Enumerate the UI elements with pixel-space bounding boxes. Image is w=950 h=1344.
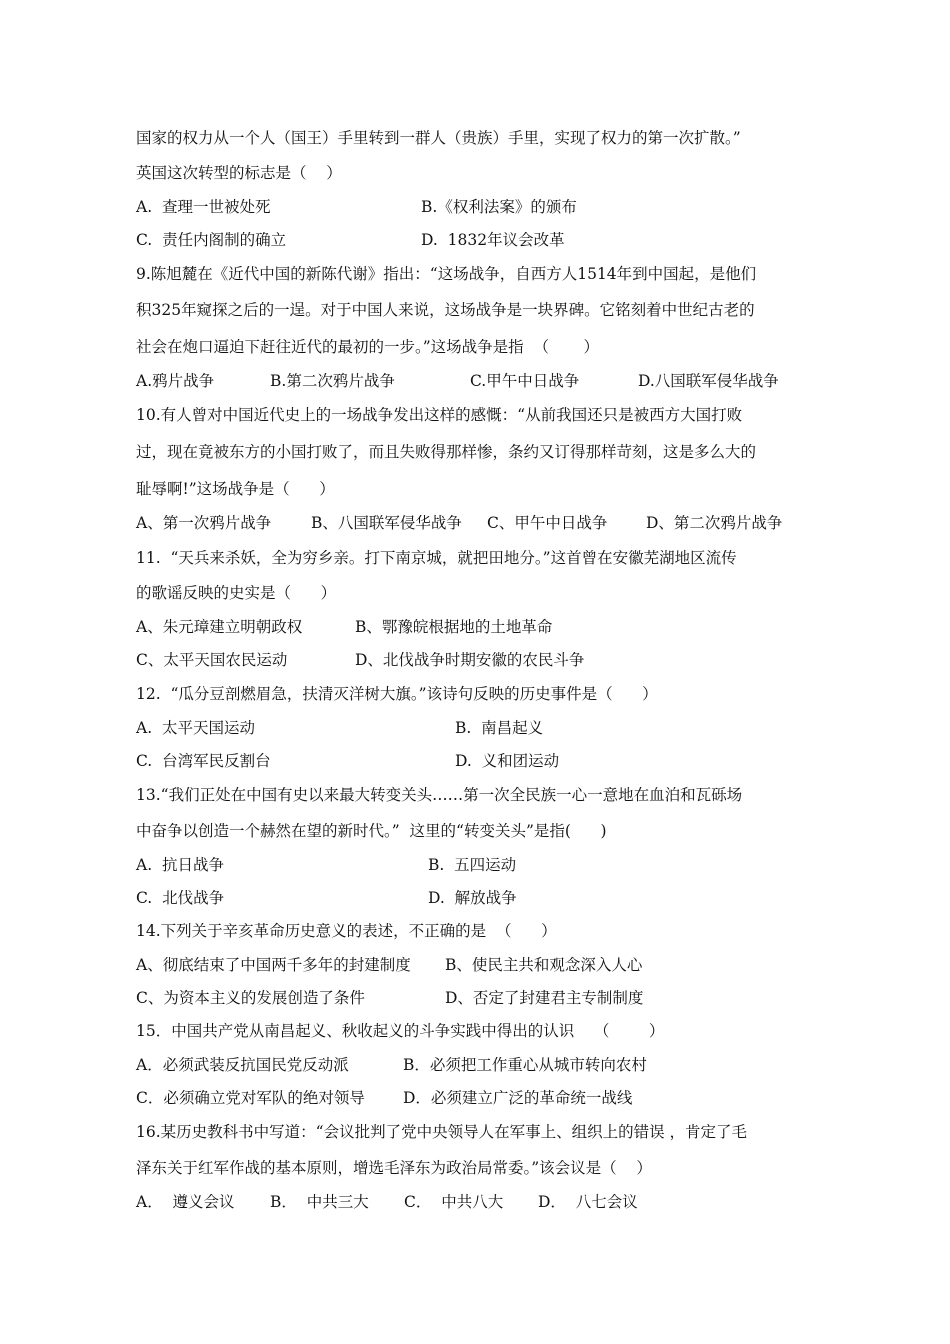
q8-option-d: D. 1832年议会改革: [421, 231, 565, 249]
q14-option-a: A、彻底结束了中国两千多年的封建制度: [136, 956, 411, 974]
q16-stem-line-1: 16.某历史教科书中写道：“会议批判了党中央领导人在军事上、组织上的错误 ，肯定了毛: [136, 1123, 748, 1141]
q13-stem-line-2: 中奋争以创造一个赫然在望的新时代。” 这里的“转变关头”是指( ): [136, 822, 607, 840]
q10-option-b: B、八国联军侵华战争: [311, 514, 462, 532]
q16-stem-line-2: 泽东关于红军作战的基本原则，增选毛泽东为政治局常委。”该会议是（ ）: [136, 1159, 652, 1177]
q10-option-a: A、第一次鸦片战争: [136, 514, 272, 532]
q9-stem-line-1: 9.陈旭麓在《近代中国的新陈代谢》指出：“这场战争，自西方人1514年到中国起，是他们: [136, 265, 757, 283]
q13-option-c: C. 北伐战争: [136, 889, 225, 907]
q13-option-b: B. 五四运动: [428, 856, 517, 874]
q8-stem-line-2: 英国这次转型的标志是（ ）: [136, 164, 342, 182]
q12-option-c: C. 台湾军民反割台: [136, 752, 271, 770]
q14-stem-line-1: 14.下列关于辛亥革命历史意义的表述，不正确的是 （ ）: [136, 922, 557, 940]
q14-option-d: D、否定了封建君主专制制度: [445, 989, 644, 1007]
q8-stem-line-1: 国家的权力从一个人（国王）手里转到一群人（贵族）手里，实现了权力的第一次扩散。”: [136, 129, 741, 147]
q9-option-a: A.鸦片战争: [136, 372, 215, 390]
q10-option-c: C、甲午中日战争: [487, 514, 608, 532]
q13-option-a: A. 抗日战争: [136, 856, 224, 874]
q12-stem-line-1: 12. “瓜分豆剖燃眉急，扶清灭洋树大旗。”该诗句反映的历史事件是（ ）: [136, 685, 658, 703]
q9-stem-line-2: 积325年窥探之后的一逞。对于中国人来说，这场战争是一块界碑。它铭刻着中世纪古老的: [136, 301, 755, 319]
q13-stem-line-1: 13.“我们正处在中国有史以来最大转变关头……第一次全民族一心一意地在血泊和瓦砾场: [136, 786, 743, 804]
q14-option-c: C、为资本主义的发展创造了条件: [136, 989, 365, 1007]
q11-stem-line-1: 11. “天兵来杀妖，全为穷乡亲。打下南京城，就把田地分。”这首曾在安徽芜湖地区流传: [136, 549, 737, 567]
q9-option-c: C.甲午中日战争: [470, 372, 580, 390]
q10-stem-line-2: 过，现在竟被东方的小国打败了，而且失败得那样惨，条约又订得那样苛刻，这是多么大的: [136, 443, 757, 461]
q9-option-b: B.第二次鸦片战争: [270, 372, 395, 390]
q8-option-b: B.《权利法案》的颁布: [421, 198, 577, 216]
q10-stem-line-1: 10.有人曾对中国近代史上的一场战争发出这样的感慨：“从前我国还只是被西方大国打败: [136, 406, 743, 424]
q15-option-c: C．必须确立党对军队的绝对领导: [136, 1089, 365, 1107]
q15-option-d: D．必须建立广泛的革命统一战线: [403, 1089, 633, 1107]
q11-option-a: A、朱元璋建立明朝政权: [136, 618, 303, 636]
q10-stem-line-3: 耻辱啊!”这场战争是（ ）: [136, 480, 335, 498]
q11-option-d: D、北伐战争时期安徽的农民斗争: [355, 651, 585, 669]
q11-option-b: B、鄂豫皖根据地的土地革命: [355, 618, 553, 636]
q11-stem-line-2: 的歌谣反映的史实是（ ）: [136, 584, 337, 602]
q9-option-d: D.八国联军侵华战争: [638, 372, 779, 390]
q16-option-a: A． 遵义会议: [136, 1193, 235, 1211]
q15-option-b: B．必须把工作重心从城市转向农村: [403, 1056, 647, 1074]
q14-option-b: B、使民主共和观念深入人心: [445, 956, 643, 974]
q16-option-c: C． 中共八大: [404, 1193, 504, 1211]
q16-option-b: B． 中共三大: [270, 1193, 369, 1211]
q9-stem-line-3: 社会在炮口逼迫下赶往近代的最初的一步。”这场战争是指 （ ）: [136, 338, 600, 356]
q15-option-a: A．必须武装反抗国民党反动派: [136, 1056, 349, 1074]
q8-option-a: A. 查理一世被处死: [136, 198, 271, 216]
q10-option-d: D、第二次鸦片战争: [646, 514, 783, 532]
q16-option-d: D． 八七会议: [538, 1193, 638, 1211]
q12-option-a: A. 太平天国运动: [136, 719, 255, 737]
q11-option-c: C、太平天国农民运动: [136, 651, 288, 669]
q13-option-d: D. 解放战争: [428, 889, 517, 907]
q12-option-d: D. 义和团运动: [455, 752, 560, 770]
q15-stem-line-1: 15．中国共产党从南昌起义、秋收起义的斗争实践中得出的认识 （ ）: [136, 1022, 665, 1040]
q8-option-c: C. 责任内阁制的确立: [136, 231, 287, 249]
q12-option-b: B. 南昌起义: [455, 719, 544, 737]
